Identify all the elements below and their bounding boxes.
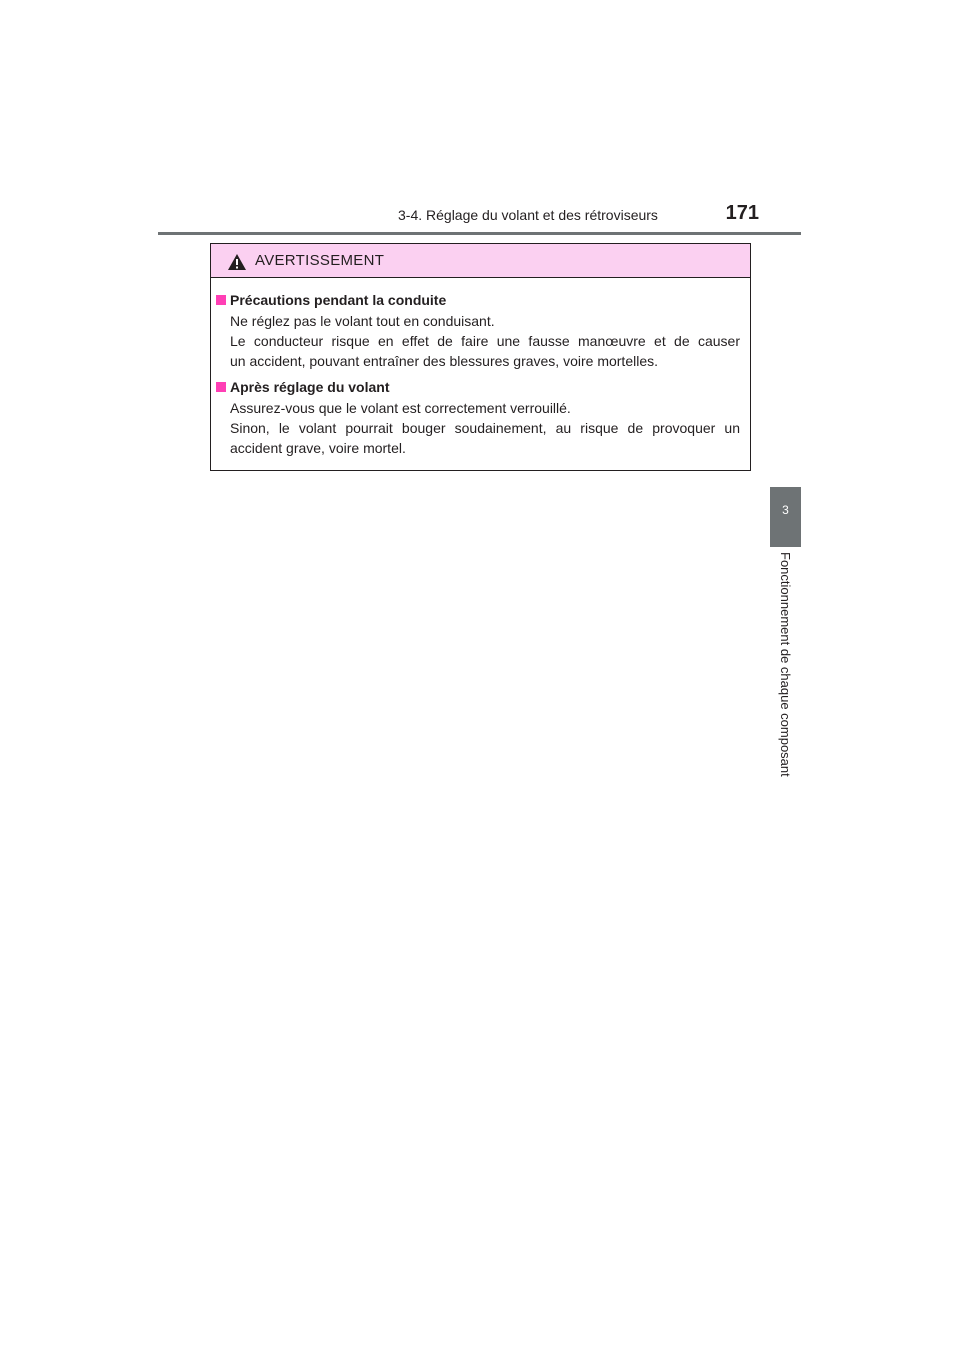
section-title-text: Précautions pendant la conduite <box>230 292 447 308</box>
page-number: 171 <box>725 202 759 224</box>
section-line: Ne réglez pas le volant tout en conduisant. <box>230 313 495 329</box>
warning-title: AVERTISSEMENT <box>255 252 385 269</box>
section-title <box>216 377 740 397</box>
header-divider <box>158 232 801 235</box>
section-title <box>216 290 740 310</box>
section-title-text: Après réglage du volant <box>230 379 390 395</box>
running-header-section: 3-4. Réglage du volant et des rétroviseurs <box>398 207 658 223</box>
section-text <box>216 398 740 458</box>
warning-section <box>216 377 740 458</box>
section-line: un accident, pouvant entraîner des blessures graves, voire mortelles. <box>230 353 659 369</box>
section-line: accident grave, voire mortel. <box>230 440 406 456</box>
chapter-number: 3 <box>782 503 789 517</box>
section-text <box>216 311 740 371</box>
chapter-tab <box>770 487 801 547</box>
warning-box <box>210 243 751 471</box>
section-line: Sinon, le volant pourrait bouger soudainement, au risque de provoquer un <box>230 420 740 436</box>
chapter-label: Fonctionnement de chaque composant <box>778 552 793 777</box>
section-line: Assurez-vous que le volant est correctement verrouillé. <box>230 400 571 416</box>
square-bullet-icon <box>216 382 226 392</box>
warning-section <box>216 290 740 371</box>
warning-triangle-icon <box>227 253 247 271</box>
square-bullet-icon <box>216 295 226 305</box>
section-line: Le conducteur risque en effet de faire une fausse manœuvre et de causer <box>230 333 740 349</box>
warning-body <box>211 278 750 458</box>
warning-header <box>211 244 750 278</box>
